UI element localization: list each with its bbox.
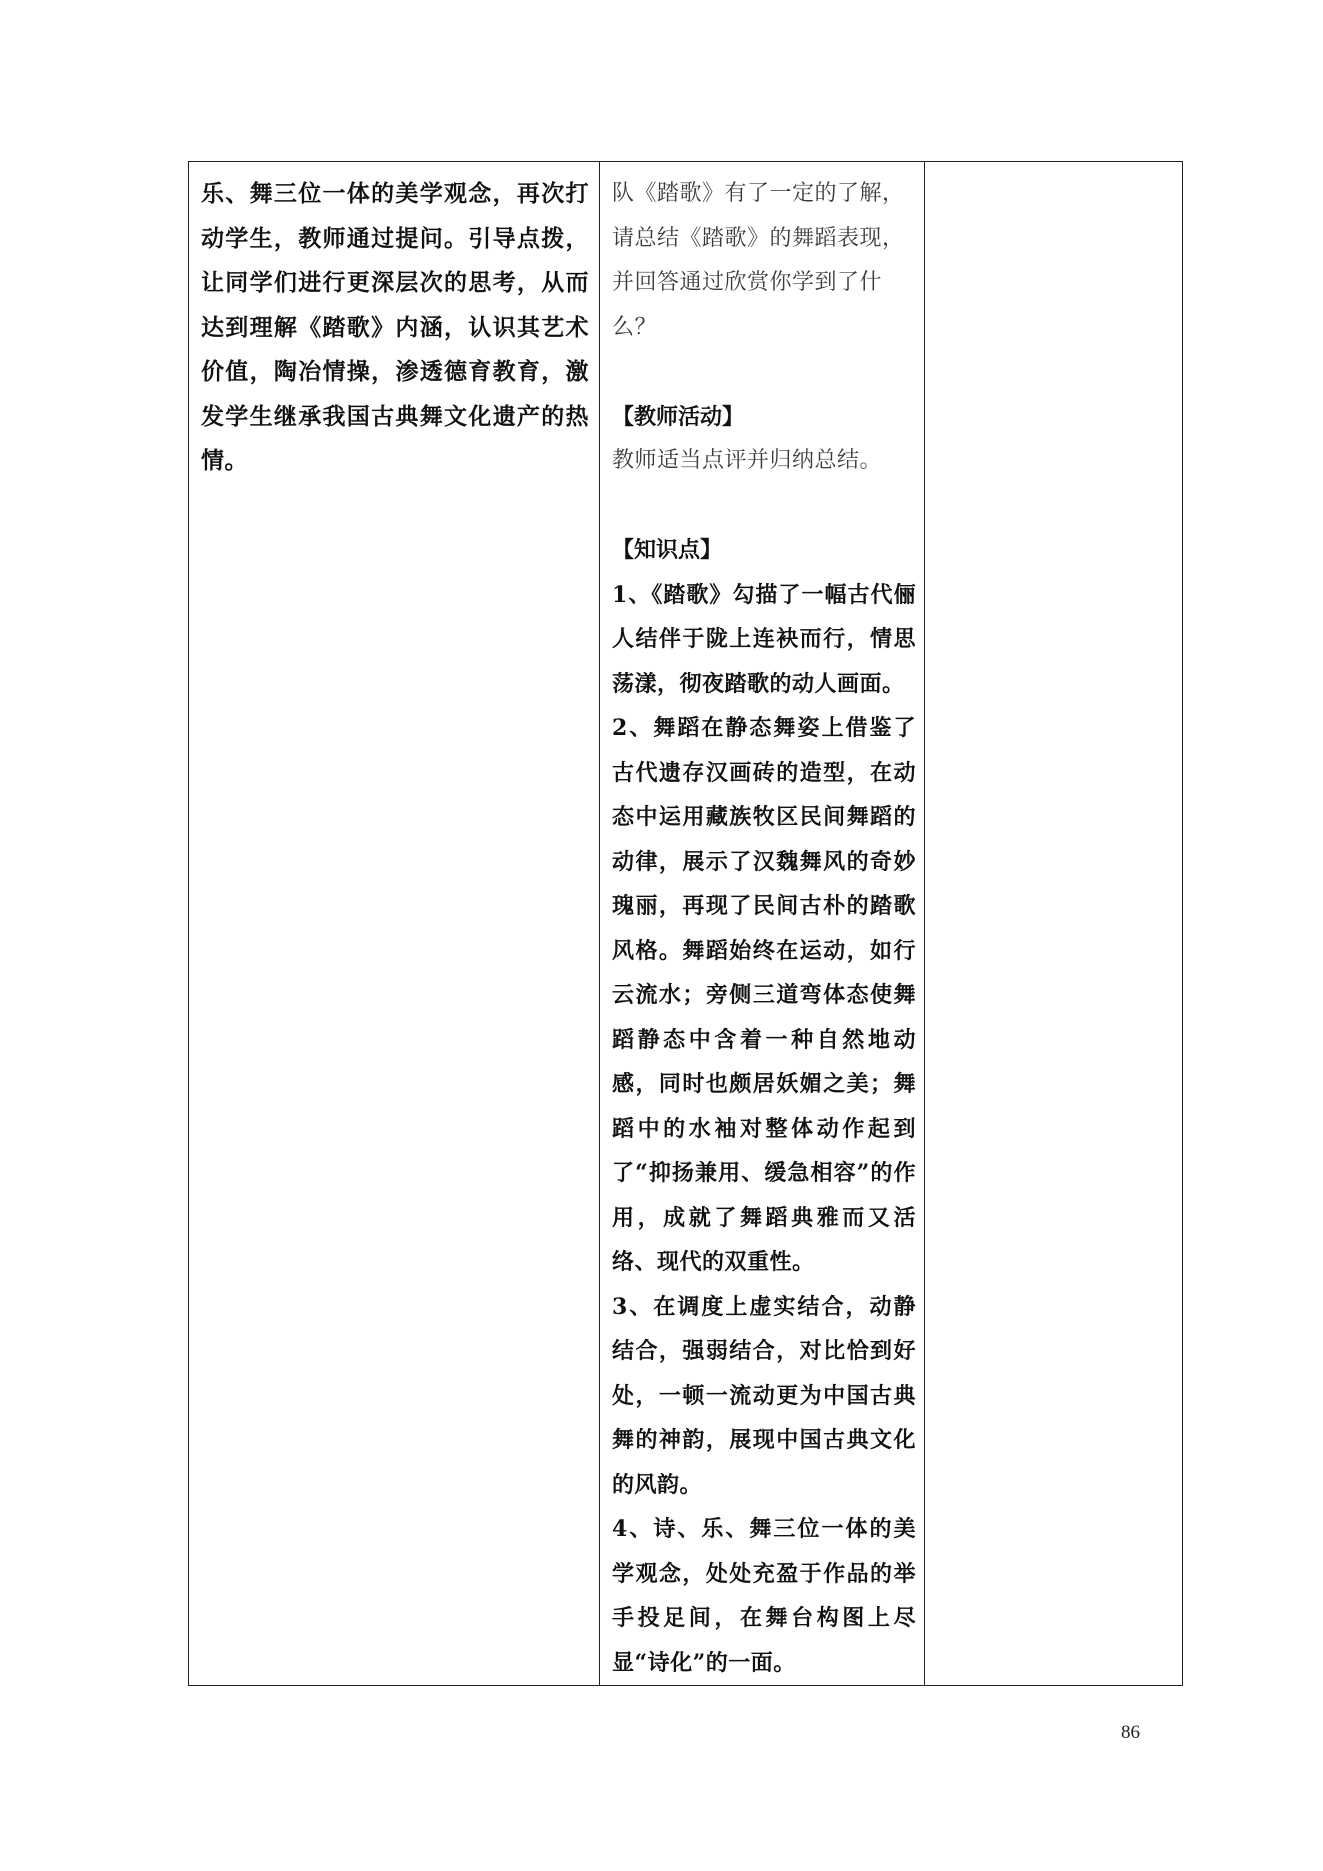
page-number: 86 xyxy=(1121,1722,1140,1743)
knowledge-heading: 【知识点】 xyxy=(612,537,723,563)
intro-line: 请总结《踏歌》的舞蹈表现， xyxy=(612,225,905,251)
teacher-activity-heading: 【教师活动】 xyxy=(612,403,745,430)
teacher-activity-text: 教师适当点评并归纳总结。 xyxy=(612,448,883,473)
intro-line: 队《踏歌》有了一定的了解， xyxy=(612,181,905,206)
table-row xyxy=(189,162,1183,1686)
lesson-plan-table xyxy=(188,161,1183,1686)
design-intent-cell xyxy=(189,162,600,1686)
intro-line: 么？ xyxy=(612,314,658,340)
notes-cell xyxy=(925,162,1183,1686)
knowledge-point-2: 2、舞蹈在静态舞姿上借鉴了古代遗存汉画砖的造型，在动态中运用藏族牧区民间舞蹈的动律，展示了汉魏舞风的奇妙瑰丽，再现了民间古朴的踏歌风格。舞蹈始终在运动，如行云流水；旁侧三道弯体态使舞蹈静态中含着一种自然地动感，同时也颇居妖媚之美；舞蹈中的水袖对整体动作起到了“抑扬兼用、缓急相容”的作用，成就了舞蹈典雅而又活络、现代的双重性。 xyxy=(612,715,916,1275)
activity-cell xyxy=(600,162,925,1686)
intro-line: 并回答通过欣赏你学到了什 xyxy=(612,270,883,295)
design-intent-text: 乐、舞三位一体的美学观念，再次打动学生，教师通过提问。引导点拨，让同学们进行更深层次的思考，从而达到理解《踏歌》内涵，认识其艺术价值，陶冶情操，渗透德育教育，激发学生继承我国古典舞文化遗产的热情。 xyxy=(201,180,589,474)
knowledge-point-1: 1、《踏歌》勾描了一幅古代俪人结伴于陇上连袂而行，情思荡漾，彻夜踏歌的动人画面。 xyxy=(612,581,916,697)
knowledge-point-4: 4、诗、乐、舞三位一体的美学观念，处处充盈于作品的举手投足间，在舞台构图上尽显“诗化”的一面。 xyxy=(612,1516,916,1676)
knowledge-point-3: 3、在调度上虚实结合，动静结合，强弱结合，对比恰到好处，一顿一流动更为中国古典舞的神韵，展现中国古典文化的风韵。 xyxy=(612,1293,916,1498)
